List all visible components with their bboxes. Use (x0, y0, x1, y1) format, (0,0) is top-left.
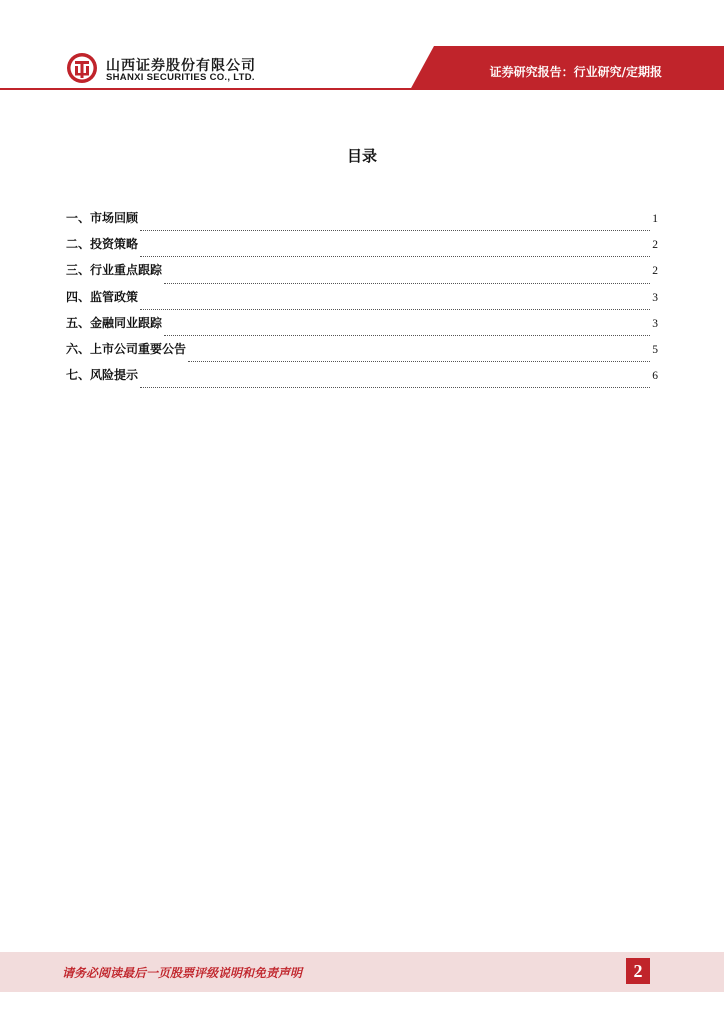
toc-leader-dots (140, 230, 650, 231)
toc-entry-page: 2 (652, 265, 658, 278)
toc-leader-dots (188, 361, 650, 362)
toc-entry-page: 5 (652, 343, 658, 356)
toc-leader-dots (164, 335, 650, 336)
toc-leader-dots (140, 387, 650, 388)
toc-leader-dots (140, 309, 650, 310)
toc-entry[interactable] (66, 367, 658, 393)
toc-entry-label: 一、市场回顾 (66, 211, 139, 225)
page-number-badge: 2 (626, 958, 650, 984)
toc-entry-label: 六、上市公司重要公告 (66, 341, 187, 356)
toc-leader-dots (164, 283, 650, 284)
toc-entry-page: 1 (652, 213, 658, 225)
company-logo-icon (66, 52, 98, 84)
page-header (0, 0, 724, 92)
toc-title: 目录 (346, 147, 377, 165)
toc-entry-label: 二、投资策略 (66, 237, 139, 252)
toc-entry[interactable] (66, 289, 658, 315)
table-of-contents (66, 210, 658, 393)
toc-entry-page: 6 (652, 370, 658, 383)
report-type-label: 证券研究报告：行业研究/定期报 (489, 65, 662, 79)
toc-entry[interactable] (66, 341, 658, 367)
toc-entry-label: 七、风险提示 (66, 368, 139, 383)
toc-entry[interactable] (66, 315, 658, 341)
company-name-cn: 山西证券股份有限公司 (106, 58, 256, 74)
toc-entry[interactable] (66, 210, 658, 236)
toc-entry[interactable] (66, 262, 658, 288)
toc-entry-label: 四、监管政策 (66, 289, 139, 304)
toc-entry-page: 3 (652, 291, 658, 304)
company-name-en: SHANXI SECURITIES CO., LTD. (106, 72, 255, 83)
toc-entry[interactable] (66, 236, 658, 262)
toc-leader-dots (140, 256, 650, 257)
toc-entry-label: 三、行业重点跟踪 (66, 263, 163, 278)
toc-entry-label: 五、金融同业跟踪 (66, 315, 163, 330)
toc-entry-page: 2 (652, 239, 658, 252)
page-footer (0, 952, 724, 992)
disclaimer-note: 请务必阅读最后一页股票评级说明和免责声明 (62, 966, 303, 980)
toc-entry-page: 3 (652, 317, 658, 330)
